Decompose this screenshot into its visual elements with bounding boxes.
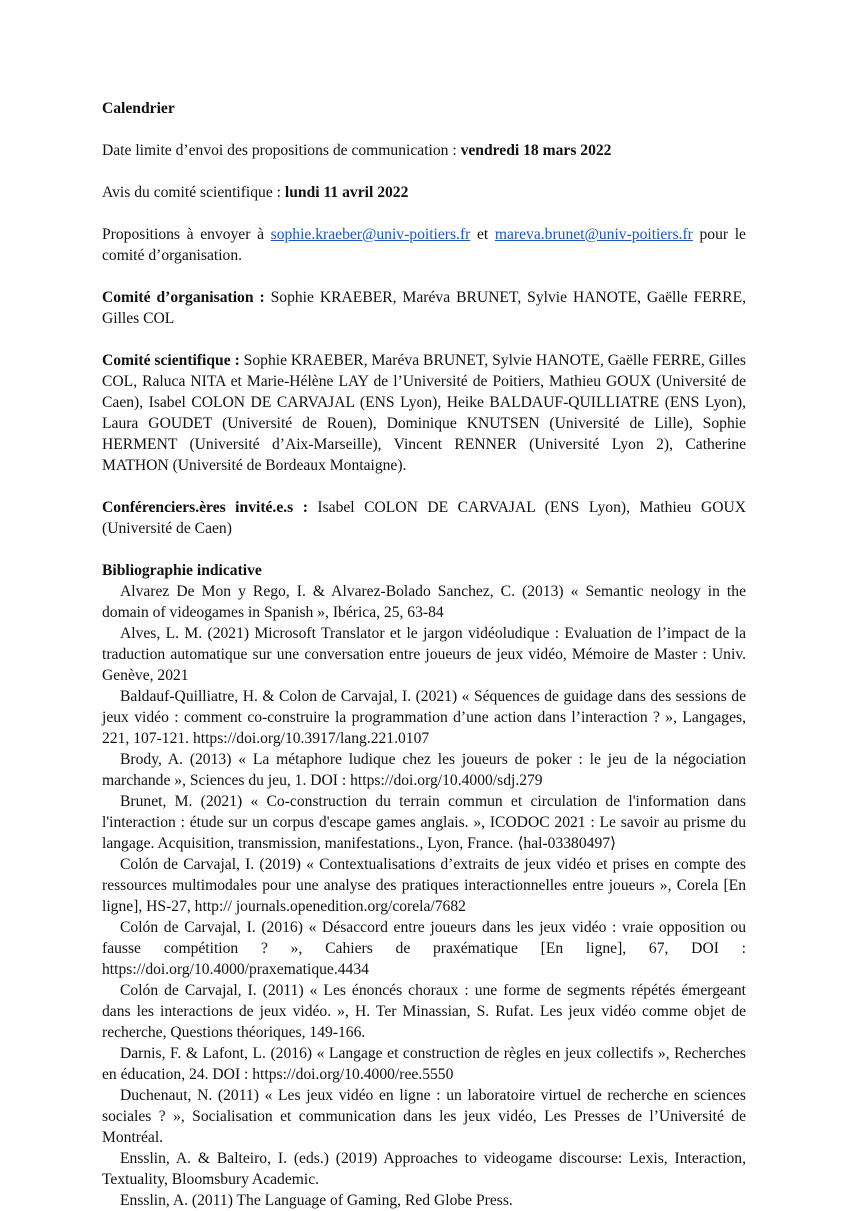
bibliography-entry: Brody, A. (2013) « La métaphore ludique chez les joueurs de poker : le jeu de la négociation marchande », Sciences du jeu, 1. DOI : https://doi.org/10.4000/sdj.279 (102, 751, 746, 789)
scientific-committee-members: Sophie KRAEBER, Maréva BRUNET, Sylvie HANOTE, Gaëlle FERRE, Gilles COL, Raluca NITA et Marie-Hélène LAY de l’Université de Poitiers, Mathieu GOUX (Université de Caen), Isabel COLON DE CARVAJAL (ENS Lyon), Heike BALDAUF-QUILLIATRE (ENS Lyon), Laura GOUDET (Université de Rouen), Dominique KNUTSEN (Université de Lille), Sophie HERMENT (Université d’Aix-Marseille), Vincent RENNER (Université Lyon 2), Catherine MATHON (Université de Bordeaux Montaigne). (102, 352, 746, 474)
bibliography-heading: Bibliographie indicative (102, 562, 262, 579)
invited-speakers (102, 497, 746, 539)
bibliography-entry: Ensslin, A. (2011) The Language of Gaming, Red Globe Press. (120, 1192, 513, 1209)
bibliography-entry: Darnis, F. & Lafont, L. (2016) « Langage et construction de règles en jeux collectifs », Recherches en éducation, 24. DOI : https://doi.org/10.4000/ree.5550 (102, 1045, 746, 1083)
deadline-line (102, 140, 746, 161)
bibliography-entry: Ensslin, A. & Balteiro, I. (eds.) (2019) Approaches to videogame discourse: Lexis, Interaction, Textuality, Bloomsbury Academic. (102, 1150, 746, 1188)
calendar-heading: Calendrier (102, 100, 175, 117)
organising-committee-members: Sophie KRAEBER, Maréva BRUNET, Sylvie HANOTE, Gaëlle FERRE, Gilles COL (102, 289, 747, 327)
notice-label: Avis du comité scientifique : (102, 184, 285, 201)
bibliography-entry: Baldauf-Quilliatre, H. & Colon de Carvajal, I. (2021) « Séquences de guidage dans des sessions de jeux vidéo : comment co-construire la programmation d’une action dans l’interaction ? », Langages, 221, 107-121. https://doi.org/10.3917/lang.221.0107 (102, 688, 746, 747)
submission-suffix: pour le comité d’organisation. (102, 226, 746, 264)
notice-date: lundi 11 avril 2022 (284, 184, 409, 201)
submission-paragraph (102, 224, 746, 266)
invited-speakers-names: Isabel COLON DE CARVAJAL (ENS Lyon), Mathieu GOUX (Université de Caen) (102, 499, 746, 537)
bibliography-entry: Colón de Carvajal, I. (2011) « Les énoncés choraux : une forme de segments répétés émergeant dans les interactions de jeux vidéo. », H. Ter Minassian, S. Rufat. Les jeux vidéo comme objet de recherche, Questions théoriques, 149-166. (102, 982, 746, 1041)
deadline-date: vendredi 18 mars 2022 (460, 142, 612, 159)
deadline-label: Date limite d’envoi des propositions de communication : (102, 142, 461, 159)
bibliography-entry: Colón de Carvajal, I. (2019) « Contextualisations d’extraits de jeux vidéo et prises en compte des ressources multimodales pour une analyse des pratiques interactionnelles entre joueurs », Corela [En ligne], HS-27, http:// journals.openedition.org/corela/7682 (102, 856, 746, 915)
submission-mid: et (470, 226, 495, 243)
bibliography-entry: Duchenaut, N. (2011) « Les jeux vidéo en ligne : un laboratoire virtuel de recherche en sciences sociales ? », Socialisation et communication dans les jeux vidéo, Les Presses de l’Université de Montréal. (102, 1087, 746, 1146)
invited-speakers-label: Conférenciers.ères invité.e.s : (102, 499, 308, 516)
bibliography-entry: Brunet, M. (2021) « Co-construction du terrain commun et circulation de l'information dans l'interaction : étude sur un corpus d'escape games anglais. », ICODOC 2021 : Le savoir au prisme du langage. Acquisition, transmission, manifestations., Lyon, France. ⟨hal-03380497⟩ (102, 793, 746, 852)
submission-prefix: Propositions à envoyer à (102, 226, 271, 243)
bibliography-entry: Colón de Carvajal, I. (2016) « Désaccord entre joueurs dans les jeux vidéo : vraie opposition ou fausse compétition ? », Cahiers de praxématique [En ligne], 67, DOI : https://doi.org/10.4000/praxematique.4434 (102, 919, 746, 978)
bibliography-entry: Alvarez De Mon y Rego, I. & Alvarez-Bolado Sanchez, C. (2013) « Semantic neology in the domain of videogames in Spanish », Ibérica, 25, 63-84 (102, 583, 746, 621)
email-link-brunet[interactable]: mareva.brunet@univ-poitiers.fr (494, 226, 693, 243)
notice-line (102, 182, 746, 203)
email-link-kraeber[interactable]: sophie.kraeber@univ-poitiers.fr (270, 226, 471, 243)
scientific-committee-label: Comité scientifique : (102, 352, 240, 369)
organising-committee (102, 287, 746, 329)
organising-committee-label: Comité d’organisation : (102, 289, 265, 306)
bibliography-entry: Alves, L. M. (2021) Microsoft Translator et le jargon vidéoludique : Evaluation de l’impact de la traduction automatique sur une conversation entre joueurs de jeux vidéo, Mémoire de Master : Univ. Genève, 2021 (102, 625, 746, 684)
scientific-committee (102, 350, 746, 476)
